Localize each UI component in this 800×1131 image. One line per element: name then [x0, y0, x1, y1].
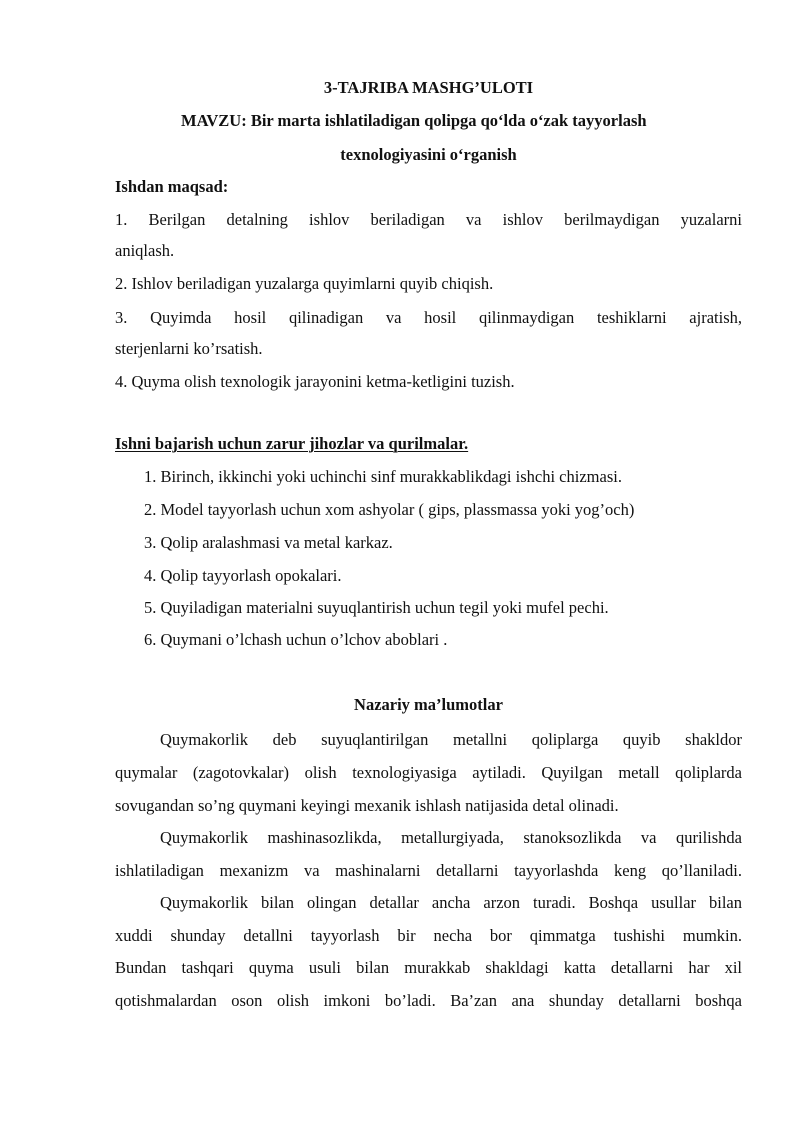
goal-item-1-line-2: aniqlash. — [115, 241, 175, 260]
page-title: 3-TAJRIBA MASHG’ULOTI — [323, 78, 534, 97]
goal-item-1-line-1: 1. Berilgan detalning ishlov beriladigan va ishlov berilmaydigan yuzalarni — [115, 210, 742, 229]
equipment-item-5: 5. Quyiladigan materialni suyuqlantirish uchun tegil yoki mufel pechi. — [144, 598, 609, 617]
document-page — [115, 0, 742, 1131]
equipment-item-6: 6. Quymani o’lchash uchun o’lchov aboblari . — [144, 630, 448, 649]
theory-line-5: ishlatiladigan mexanizm va mashinalarni detallarni tayyorlashda keng qo’llaniladi. — [115, 861, 742, 880]
equipment-heading — [115, 434, 742, 454]
equipment-item-4: 4. Qolip tayyorlash opokalari. — [144, 566, 342, 585]
equipment-heading-text: Ishni bajarish uchun zarur jihozlar va qurilmalar. — [115, 434, 469, 453]
theory-heading: Nazariy ma’lumotlar — [354, 695, 503, 714]
topic-line-1: MAVZU: Bir marta ishlatiladigan qolipga qo‘lda o‘zak tayyorlash — [181, 111, 647, 130]
equipment-item-3: 3. Qolip aralashmasi va metal karkaz. — [144, 533, 393, 552]
goal-item-2: 2. Ishlov beriladigan yuzalarga quyimlarni quyib chiqish. — [115, 274, 494, 293]
equipment-item-2: 2. Model tayyorlash uchun xom ashyolar ( gips, plassmassa yoki yog’och) — [144, 500, 635, 519]
topic-line-2: texnologiyasini o‘rganish — [340, 145, 517, 164]
goal-heading: Ishdan maqsad: — [115, 177, 229, 196]
theory-line-4: Quymakorlik mashinasozlikda, metallurgiyada, stanoksozlikda va qurilishda — [160, 828, 742, 847]
equipment-item-1: 1. Birinch, ikkinchi yoki uchinchi sinf murakkablikdagi ishchi chizmasi. — [144, 467, 622, 486]
theory-line-6: Quymakorlik bilan olingan detallar ancha arzon turadi. Boshqa usullar bilan — [160, 893, 742, 912]
theory-line-9: qotishmalardan oson olish imkoni bo’ladi. Ba’zan ana shunday detallarni boshqa — [115, 991, 742, 1010]
goal-item-4: 4. Quyma olish texnologik jarayonini ketma-ketligini tuzish. — [115, 372, 515, 391]
goal-item-3-line-1: 3. Quyimda hosil qilinadigan va hosil qilinmaydigan teshiklarni ajratish, — [115, 308, 742, 327]
goal-item-3-line-2: sterjenlarni ko’rsatish. — [115, 339, 263, 358]
theory-line-2: quymalar (zagotovkalar) olish texnologiyasiga aytiladi. Quyilgan metall qoliplarda — [115, 763, 742, 782]
theory-line-7: xuddi shunday detallni tayyorlash bir necha bor qimmatga tushishi mumkin. — [115, 926, 742, 945]
theory-line-8: Bundan tashqari quyma usuli bilan murakkab shakldagi katta detallarni har xil — [115, 958, 742, 977]
theory-line-1: Quymakorlik deb suyuqlantirilgan metallni qoliplarga quyib shakldor — [160, 730, 742, 749]
theory-line-3: sovugandan so’ng quymani keyingi mexanik ishlash natijasida detal olinadi. — [115, 796, 619, 815]
